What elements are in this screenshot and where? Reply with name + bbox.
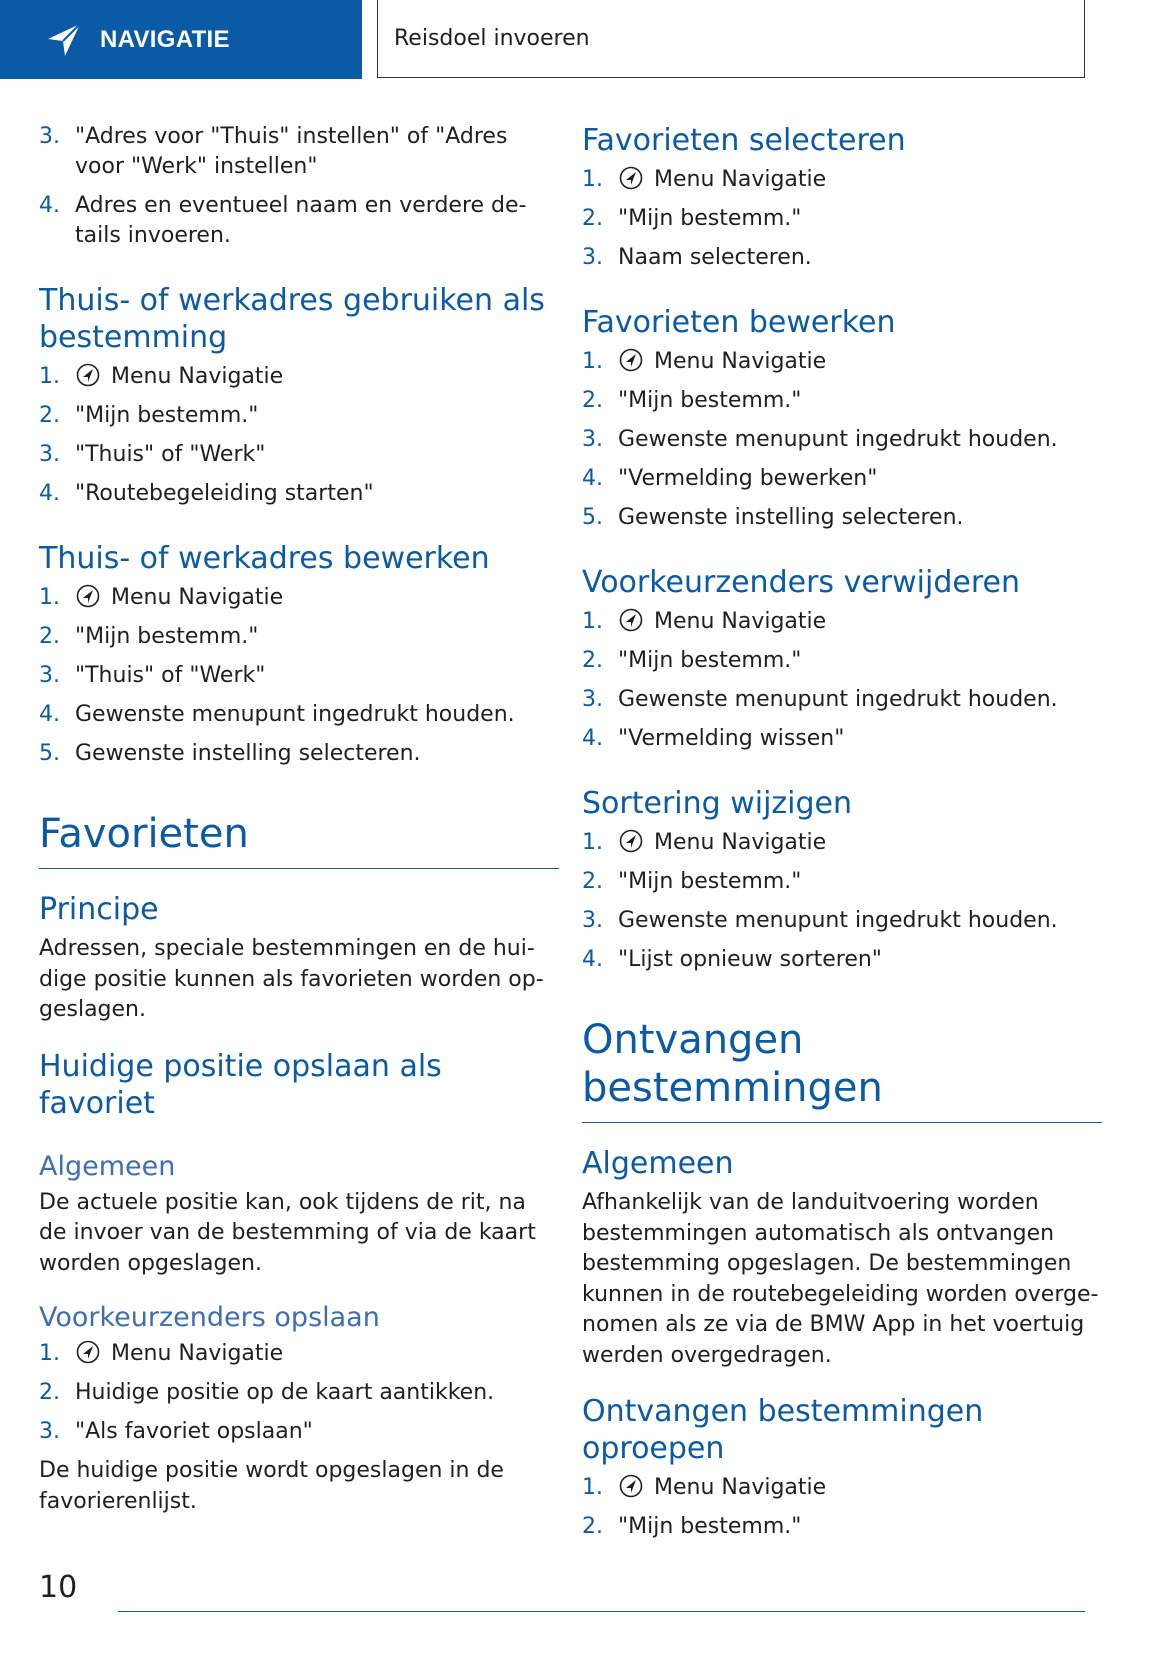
heading-favorieten: Favorieten: [39, 811, 249, 857]
list-item: 3. Naam selecteren.: [582, 245, 812, 270]
heading-favorieten-selecteren: Favorieten selecteren: [582, 123, 906, 158]
navigation-arrow-icon: [44, 20, 84, 60]
heading-principe: Principe: [39, 892, 159, 927]
right-column: [582, 122, 1102, 1551]
heading-thuis-bewerken: Thuis- of werkadres bewerken: [39, 541, 490, 576]
heading-huidige-positie: Huidige positie opslaan als favoriet: [39, 1048, 442, 1121]
list-item: 2. "Mijn bestemm.": [39, 624, 259, 649]
navigation-menu-icon: [75, 1339, 101, 1365]
list-item: 3. Gewenste menupunt ingedrukt houden.: [582, 687, 1058, 712]
navigation-menu-icon: [75, 362, 101, 388]
list-item: 1. Menu Navigatie: [582, 167, 827, 192]
list-item: 5. Gewenste instelling selecteren.: [39, 741, 421, 766]
list-item: 4. "Vermelding bewerken": [582, 466, 878, 491]
list-item: 1. Menu Navigatie: [582, 349, 827, 374]
list-item: 2. "Mijn bestemm.": [582, 388, 802, 413]
list-item: 1. Menu Navigatie: [39, 1341, 284, 1366]
steps-voorkeurzenders-opslaan: [39, 1339, 559, 1447]
section-tab: [0, 0, 362, 79]
list-item: 4. "Vermelding wissen": [582, 726, 845, 751]
steps-favorieten-selecteren: [582, 165, 1102, 273]
list-item: 3. "Adres voor "Thuis" instellen" of "Adres voor "Werk" instellen": [39, 124, 508, 179]
list-item: 2. "Mijn bestemm.": [582, 1514, 802, 1539]
list-item: 3. Gewenste menupunt ingedrukt houden.: [582, 427, 1058, 452]
steps-sortering-wijzigen: [582, 828, 1102, 975]
list-item: 2. "Mijn bestemm.": [582, 869, 802, 894]
heading-algemeen-ontvangen: Algemeen: [582, 1146, 734, 1181]
navigation-menu-icon: [618, 1473, 644, 1499]
heading-voorkeurzenders-opslaan: Voorkeurzenders opslaan: [39, 1302, 380, 1333]
page-header-title: Reisdoel invoeren: [377, 0, 1085, 78]
heading-sortering-wijzigen: Sortering wijzigen: [582, 786, 853, 821]
list-item: 5. Gewenste instelling selecteren.: [582, 505, 964, 530]
heading-algemeen: Algemeen: [39, 1150, 176, 1182]
navigation-menu-icon: [618, 165, 644, 191]
list-item: 1. Menu Navigatie: [582, 609, 827, 634]
navigation-menu-icon: [618, 347, 644, 373]
heading-favorieten-bewerken: Favorieten bewerken: [582, 305, 896, 340]
steps-thuis-bewerken: [39, 583, 559, 769]
steps-thuis-gebruiken: [39, 362, 559, 509]
list-item: 1. Menu Navigatie: [582, 1475, 827, 1500]
heading-thuis-gebruiken: Thuis- of werkadres gebruiken als bestemming: [39, 283, 545, 355]
list-item: 4. "Routebegeleiding starten": [39, 481, 374, 506]
heading-ontvangen-bestemmingen: Ontvangen bestemmingen: [582, 1017, 883, 1111]
list-item: 3. "Als favoriet opslaan": [39, 1419, 313, 1444]
list-item: 3. "Thuis" of "Werk": [39, 663, 266, 688]
list-item: 2. "Mijn bestemm.": [39, 403, 259, 428]
list-item: 1. Menu Navigatie: [582, 830, 827, 855]
page-number: 10: [39, 1570, 78, 1605]
list-item: 4. Adres en eventueel naam en verdere details invoeren.: [39, 193, 527, 248]
list-item: 4. "Lijst opnieuw sorteren": [582, 947, 882, 972]
steps-voorkeurzenders-verwijderen: [582, 607, 1102, 754]
voorkeurzenders-note: De huidige positie wordt opgeslagen in de favorierenlijst.: [39, 1458, 504, 1514]
list-item: 2. "Mijn bestemm.": [582, 206, 802, 231]
list-item: 1. Menu Navigatie: [39, 364, 284, 389]
list-item: 4. Gewenste menupunt ingedrukt houden.: [39, 702, 515, 727]
steps-favorieten-bewerken: [582, 347, 1102, 533]
list-item: 3. Gewenste menupunt ingedrukt houden.: [582, 908, 1058, 933]
list-item: 2. "Mijn bestemm.": [582, 648, 802, 673]
algemeen-text: De actuele positie kan, ook tijdens de rit, na de invoer van de bestemming of via de kaart worden opgeslagen.: [39, 1189, 536, 1276]
continued-steps: [39, 122, 559, 251]
list-item: 1. Menu Navigatie: [39, 585, 284, 610]
list-item: 3. "Thuis" of "Werk": [39, 442, 266, 467]
list-item: 2. Huidige positie op de kaart aantikken.: [39, 1380, 495, 1405]
ontvangen-algemeen-text: Afhankelijk van de landuitvoering worden bestemmingen automatisch als ontvangen bestemming opgeslagen. De bestemmingen kunnen in de routebegeleiding worden overgenomen als ze via de BMW App in het voertuig werden overgedragen.: [582, 1190, 1099, 1368]
heading-ontvangen-oproepen: Ontvangen bestemmingen oproepen: [582, 1394, 984, 1466]
section-label: NAVIGATIE: [100, 25, 230, 53]
navigation-menu-icon: [618, 828, 644, 854]
footer-divider: [118, 1611, 1085, 1612]
steps-ontvangen-oproepen: [582, 1473, 1102, 1542]
principe-text: Adressen, speciale bestemmingen en de huidige positie kunnen als favorieten worden opgeslagen.: [39, 936, 544, 1022]
navigation-menu-icon: [75, 583, 101, 609]
left-column: [39, 122, 559, 1517]
heading-voorkeurzenders-verwijderen: Voorkeurzenders verwijderen: [582, 565, 1020, 600]
navigation-menu-icon: [618, 607, 644, 633]
